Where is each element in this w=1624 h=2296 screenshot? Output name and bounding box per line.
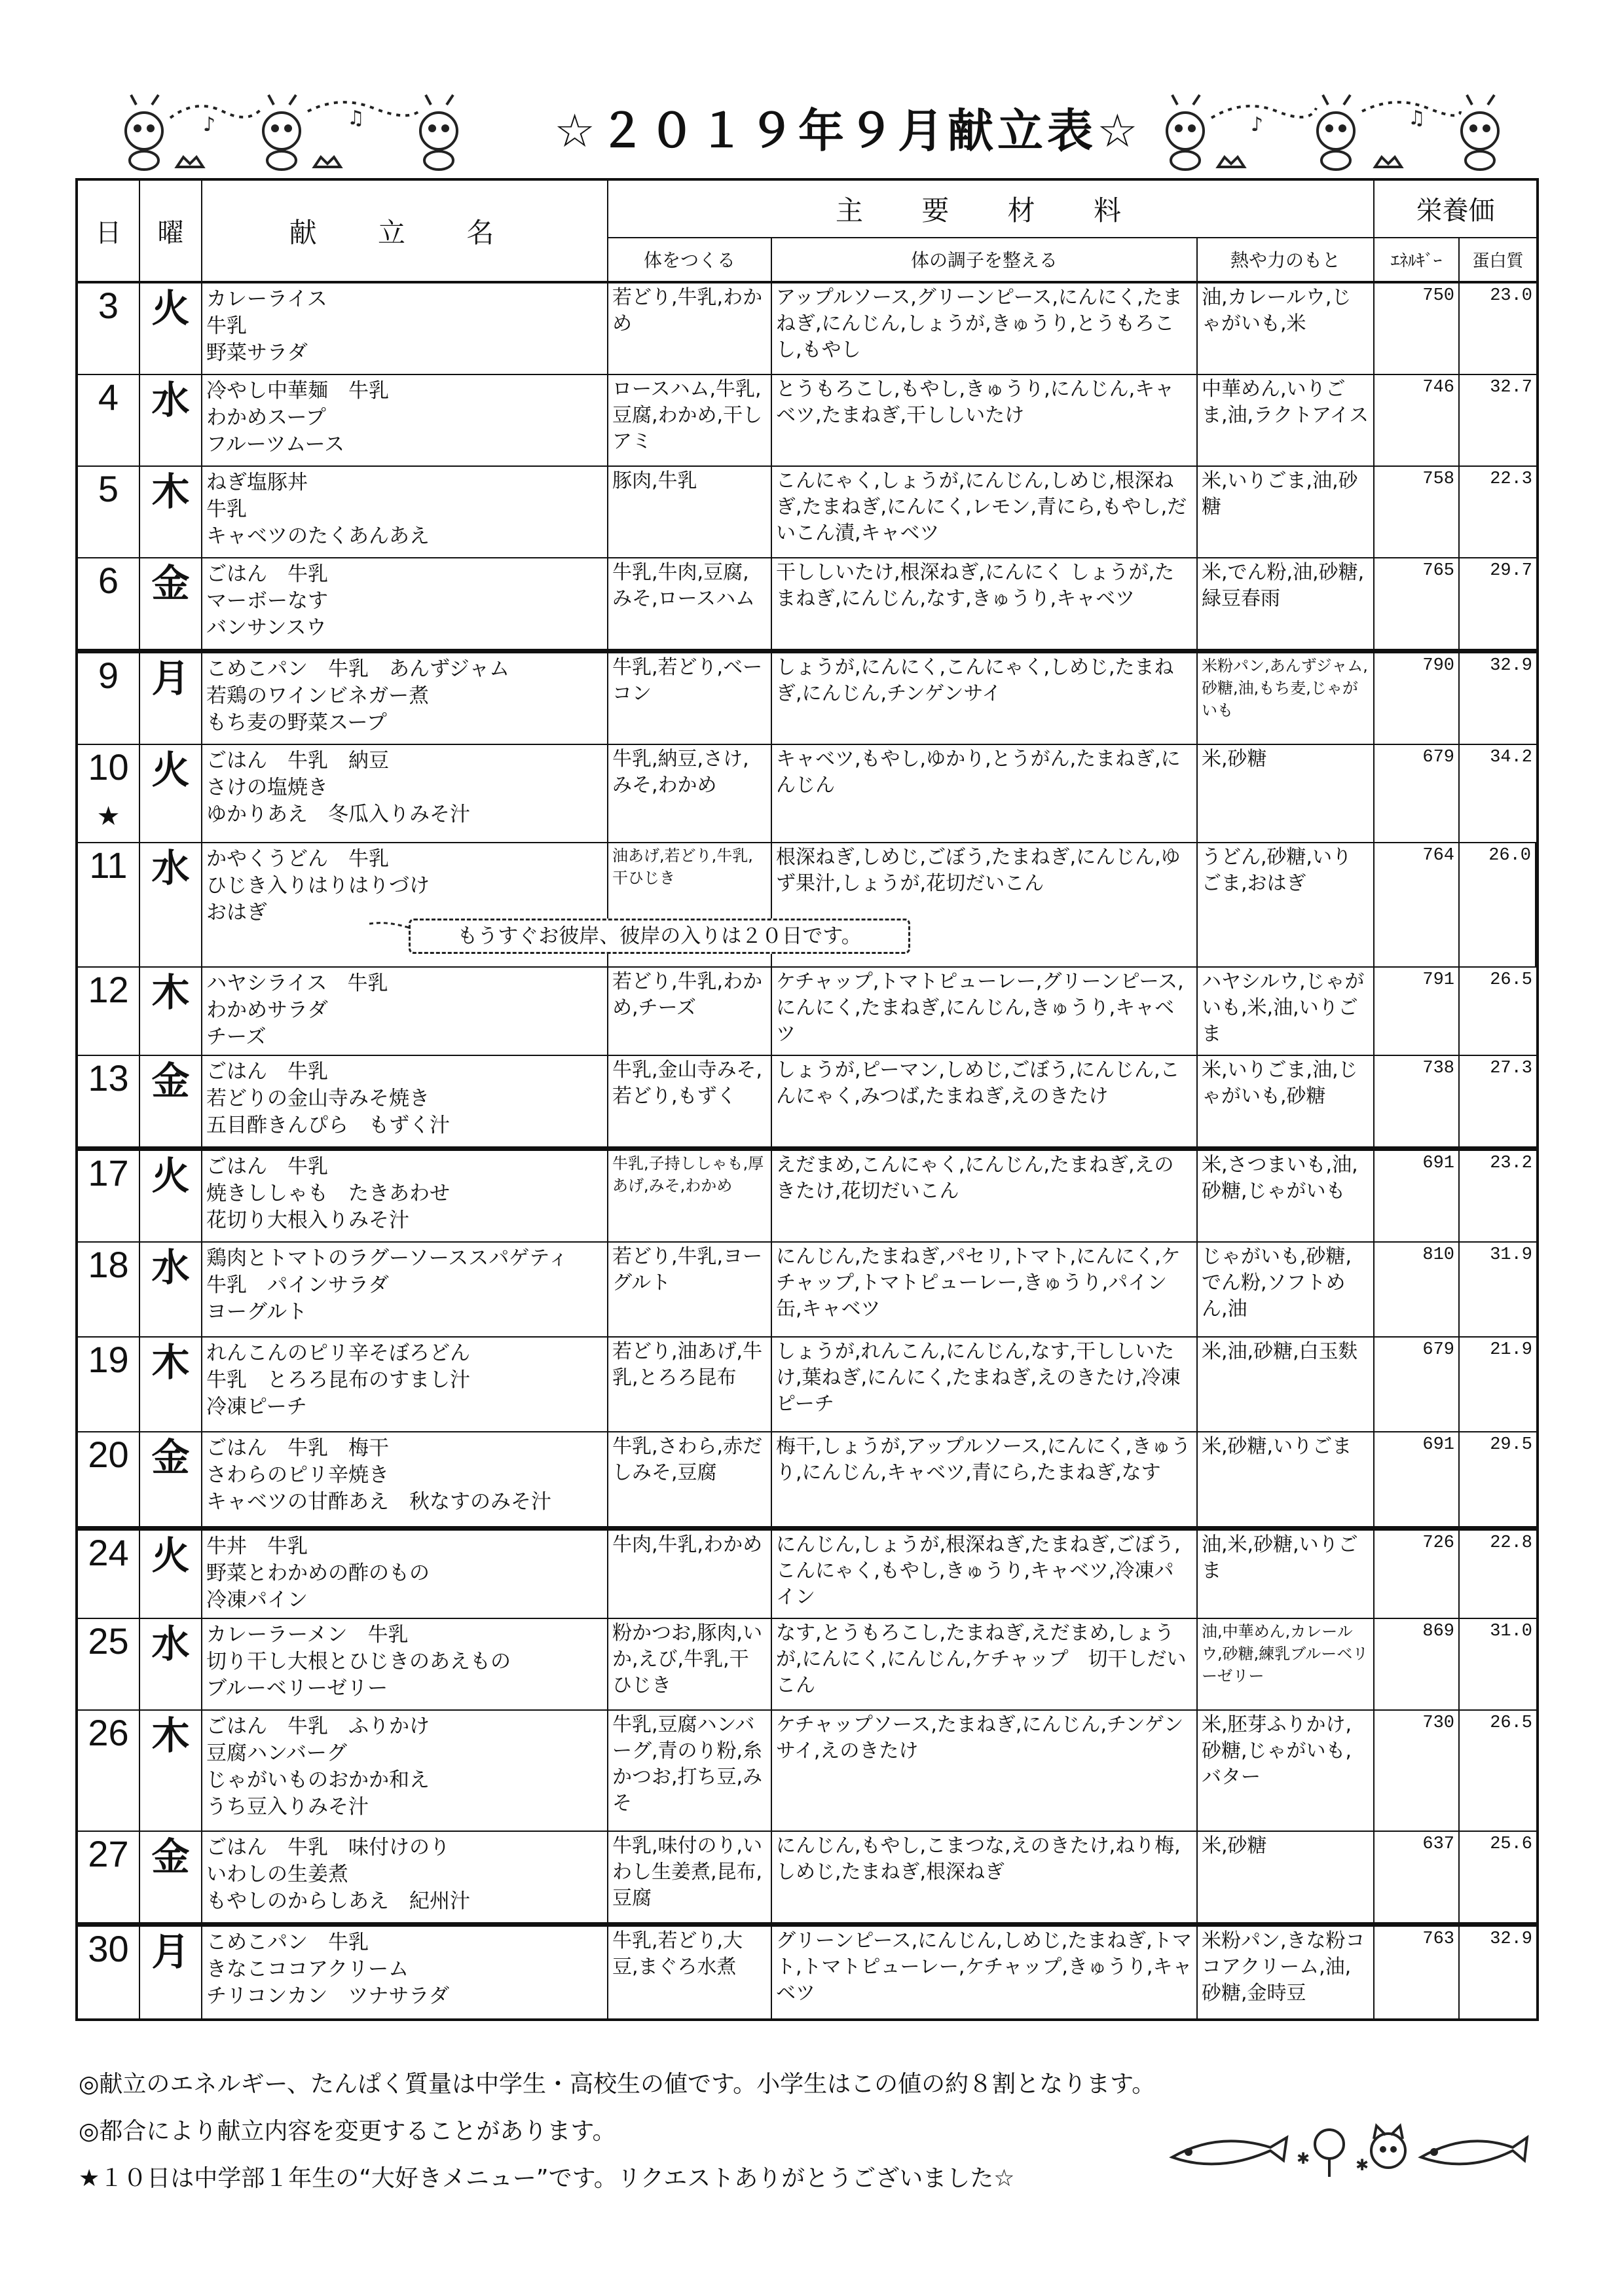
menu-item: もち麦の野菜スープ — [206, 711, 387, 735]
menu-item: カレーラーメン 牛乳 — [206, 1623, 409, 1647]
cartoon-bugs-music-icon — [98, 92, 491, 177]
note-energy: ◎献立のエネルギー、たんぱく質量は中学生・高校生の値です。小学生はこの値の約８割となります。 — [79, 2071, 1156, 2098]
protein-value: 31.9 — [1490, 1245, 1532, 1265]
energy-value: 679 — [1375, 745, 1460, 842]
body-build-cell: 若どり,油あげ,牛乳,とろろ昆布 — [608, 1338, 772, 1431]
day-number: 10 — [88, 746, 129, 788]
menu-cell — [202, 1927, 608, 2018]
energy-source-cell: 中華めん,いりごま,油,ラクトアイス — [1198, 375, 1375, 465]
higan-callout: もうすぐお彼岸、彼岸の入りは２０日です。 — [409, 919, 910, 954]
menu-cell — [202, 558, 608, 649]
menu-item: さわらのピリ辛焼き — [206, 1463, 389, 1487]
menu-item: れんこんのピリ辛そぼろどん — [206, 1341, 470, 1365]
day-cell — [78, 283, 140, 374]
table-body — [78, 283, 1536, 2018]
weekday-cell: 金 — [140, 1056, 202, 1146]
day-number: 30 — [88, 1928, 129, 1969]
protein-value: 23.0 — [1490, 286, 1532, 306]
day-cell — [78, 1711, 140, 1831]
header-nutrition: 栄養価 — [1375, 181, 1536, 238]
table-row — [78, 1711, 1536, 1832]
weekday-cell: 木 — [140, 467, 202, 557]
table-row — [78, 1243, 1536, 1338]
day-cell — [78, 1338, 140, 1431]
menu-item: こめこパン 牛乳 — [206, 1931, 369, 1954]
body-build-cell: 牛乳,納豆,さけ,みそ,わかめ — [608, 745, 772, 842]
menu-item: ゆかりあえ 冬瓜入りみそ汁 — [206, 803, 470, 826]
protein-value: 29.5 — [1490, 1435, 1532, 1455]
energy-value: 750 — [1375, 283, 1460, 374]
menu-item: こめこパン 牛乳 あんずジャム — [206, 657, 510, 681]
protein-value: 22.3 — [1490, 469, 1532, 489]
day-cell — [78, 1927, 140, 2018]
energy-source-cell: 米,油,砂糖,白玉麩 — [1198, 1338, 1375, 1431]
body-regulate-cell: キャベツ,もやし,ゆかり,とうがん,たまねぎ,にんじん — [772, 745, 1198, 842]
day-number: 13 — [88, 1057, 129, 1099]
menu-cell — [202, 1151, 608, 1241]
day-cell — [78, 1619, 140, 1709]
energy-value: 764 — [1375, 843, 1460, 966]
day-cell — [78, 558, 140, 649]
weekday-cell: 金 — [140, 1832, 202, 1922]
body-regulate-cell: こんにゃく,しょうが,にんじん,しめじ,根深ねぎ,たまねぎ,にんにく,レモン,青にら,もやし,だいこん漬,キャベツ — [772, 467, 1198, 557]
body-build-cell: 牛乳,若どり,ベーコン — [608, 653, 772, 744]
weekday-cell: 木 — [140, 968, 202, 1055]
menu-item: フルーツムース — [206, 433, 345, 456]
body-regulate-cell: ケチャップ,トマトピューレー,グリーンピース,にんにく,たまねぎ,にんじん,きゅうり,キャベツ — [772, 968, 1198, 1055]
day-cell — [78, 1056, 140, 1146]
header — [98, 92, 1526, 183]
energy-source-cell: ハヤシルウ,じゃがいも,米,油,いりごま — [1198, 968, 1375, 1055]
table-row — [78, 1619, 1536, 1711]
protein-value: 23.2 — [1490, 1154, 1532, 1173]
day-number: 11 — [89, 845, 128, 886]
body-build-cell: 牛乳,牛肉,豆腐,みそ,ロースハム — [608, 558, 772, 649]
body-build-cell: 若どり,牛乳,わかめ,チーズ — [608, 968, 772, 1055]
protein-value: 26.5 — [1490, 970, 1532, 990]
menu-cell — [202, 283, 608, 374]
day-number: 18 — [88, 1244, 129, 1285]
body-regulate-cell: グリーンピース,にんじん,しめじ,たまねぎ,トマト,トマトピューレー,ケチャップ,きゅうり,キャベツ — [772, 1927, 1198, 2018]
energy-source-cell: 米,いりごま,油,砂糖 — [1198, 467, 1375, 557]
day-cell — [78, 653, 140, 744]
body-build-cell: 牛肉,牛乳,わかめ — [608, 1531, 772, 1618]
day-number: 20 — [88, 1434, 129, 1475]
menu-item: ごはん 牛乳 納豆 — [206, 749, 389, 773]
body-regulate-cell: しょうが,れんこん,にんじん,なす,干ししいたけ,葉ねぎ,にんにく,たまねぎ,えのきたけ,冷凍ピーチ — [772, 1338, 1198, 1431]
body-build-cell: 牛乳,豆腐ハンバーグ,青のり粉,糸かつお,打ち豆,みそ — [608, 1711, 772, 1831]
menu-item: ひじき入りはりはりづけ — [206, 874, 430, 898]
energy-value: 738 — [1375, 1056, 1460, 1146]
table-row — [78, 1338, 1536, 1432]
page-title: ☆２０１９年９月献立表☆ — [554, 104, 1142, 158]
table-row — [78, 1432, 1536, 1527]
weekday-cell: 火 — [140, 1151, 202, 1241]
day-number: 26 — [88, 1712, 129, 1753]
protein-value: 21.9 — [1490, 1340, 1532, 1360]
energy-value: 810 — [1375, 1243, 1460, 1336]
day-number: 3 — [98, 285, 119, 326]
energy-value: 791 — [1375, 968, 1460, 1055]
table-header — [78, 181, 1536, 283]
protein-value: 32.9 — [1490, 1929, 1532, 1949]
day-number: 6 — [98, 560, 119, 601]
protein-value: 34.2 — [1490, 748, 1532, 767]
menu-item: 牛乳 とろろ昆布のすまし汁 — [206, 1368, 470, 1392]
day-cell — [78, 1531, 140, 1618]
menu-item: かやくうどん 牛乳 — [206, 847, 389, 871]
menu-item: ごはん 牛乳 梅干 — [206, 1436, 389, 1460]
menu-table — [75, 178, 1539, 2021]
day-number: 9 — [98, 655, 119, 696]
menu-cell — [202, 1832, 608, 1922]
body-regulate-cell: ケチャップソース,たまねぎ,にんじん,チンゲンサイ,えのきたけ — [772, 1711, 1198, 1831]
energy-source-cell: 米,砂糖 — [1198, 1832, 1375, 1922]
body-build-cell: 若どり,牛乳,ヨーグルト — [608, 1243, 772, 1336]
weekday-cell: 月 — [140, 1927, 202, 2018]
menu-item: キャベツの甘酢あえ 秋なすのみそ汁 — [206, 1490, 551, 1514]
table-row — [78, 1527, 1536, 1619]
menu-item: チーズ — [206, 1025, 267, 1049]
header-day: 日 — [78, 181, 140, 281]
protein-value: 26.5 — [1490, 1713, 1532, 1733]
menu-item: ごはん 牛乳 — [206, 1155, 328, 1178]
table-row — [78, 1832, 1536, 1923]
menu-cell — [202, 1619, 608, 1709]
body-regulate-cell: 根深ねぎ,しめじ,ごぼう,たまねぎ,にんじん,ゆず果汁,しょうが,花切だいこん — [772, 843, 1198, 966]
body-regulate-cell: 梅干,しょうが,アップルソース,にんにく,きゅうり,にんじん,キャベツ,青にら,たまねぎ,なす — [772, 1432, 1198, 1526]
energy-value: 691 — [1375, 1151, 1460, 1241]
menu-item: 花切り大根入りみそ汁 — [206, 1209, 409, 1232]
menu-item: チリコンカン ツナサラダ — [206, 1984, 450, 2008]
menu-item: カレーライス — [206, 287, 327, 311]
menu-item: 若鶏のワインビネガー煮 — [206, 684, 430, 708]
body-regulate-cell: しょうが,にんにく,こんにゃく,しめじ,たまねぎ,にんじん,チンゲンサイ — [772, 653, 1198, 744]
body-regulate-cell: にんじん,しょうが,根深ねぎ,たまねぎ,ごぼう,こんにゃく,もやし,きゅうり,キャベツ,冷凍パイン — [772, 1531, 1198, 1618]
menu-item: ごはん 牛乳 味付けのり — [206, 1836, 450, 1859]
menu-item: 冷凍パイン — [206, 1588, 308, 1612]
table-row — [78, 1056, 1536, 1148]
menu-cell — [202, 375, 608, 465]
svg-text:♪: ♪ — [1251, 113, 1264, 136]
weekday-cell: 水 — [140, 375, 202, 465]
menu-item: 焼きししゃも たきあわせ — [206, 1182, 450, 1205]
energy-source-cell: 油,カレールウ,じゃがいも,米 — [1198, 283, 1375, 374]
day-number: 12 — [88, 969, 129, 1010]
energy-source-cell: 米,砂糖 — [1198, 745, 1375, 842]
day-cell — [78, 843, 140, 966]
body-regulate-cell: にんじん,もやし,こまつな,えのきたけ,ねり梅,しめじ,たまねぎ,根深ねぎ — [772, 1832, 1198, 1922]
menu-item: 野菜サラダ — [206, 341, 308, 365]
energy-value: 746 — [1375, 375, 1460, 465]
body-build-cell: 油あげ,若どり,牛乳,干ひじき — [608, 843, 772, 966]
energy-source-cell: 米,でん粉,油,砂糖,緑豆春雨 — [1198, 558, 1375, 649]
menu-item: ねぎ塩豚丼 — [206, 471, 308, 494]
menu-item: もやしのからしあえ 紀州汁 — [206, 1889, 470, 1913]
protein-value: 25.6 — [1490, 1834, 1532, 1854]
weekday-cell: 火 — [140, 283, 202, 374]
weekday-cell: 月 — [140, 653, 202, 744]
menu-item: 牛乳 — [206, 314, 247, 338]
menu-item: マーボーなす — [206, 589, 328, 613]
weekday-cell: 水 — [140, 1243, 202, 1336]
weekday-cell: 木 — [140, 1711, 202, 1831]
menu-cell — [202, 1531, 608, 1618]
menu-item: バンサンスウ — [206, 616, 327, 640]
table-row — [78, 843, 1536, 968]
header-menu: 献 立 名 — [202, 181, 608, 281]
body-regulate-cell: 干ししいたけ,根深ねぎ,にんにく しょうが,たまねぎ,にんじん,なす,きゅうり,キャベツ — [772, 558, 1198, 649]
table-row — [78, 968, 1536, 1056]
table-row — [78, 1923, 1536, 2018]
menu-item: わかめスープ — [206, 406, 326, 429]
menu-item: ごはん 牛乳 — [206, 1060, 328, 1084]
menu-item: ごはん 牛乳 — [206, 562, 328, 586]
day-number: 24 — [88, 1532, 129, 1573]
menu-cell — [202, 1338, 608, 1431]
menu-item: 牛丼 牛乳 — [206, 1535, 308, 1558]
table-row — [78, 375, 1536, 467]
menu-item: 切り干し大根とひじきのあえもの — [206, 1650, 511, 1673]
protein-value: 32.7 — [1490, 378, 1532, 397]
table-row — [78, 558, 1536, 650]
menu-item: 五目酢きんぴら もずく汁 — [206, 1114, 450, 1137]
table-row — [78, 467, 1536, 558]
table-row — [78, 283, 1536, 375]
energy-value: 790 — [1375, 653, 1460, 744]
day-number: 5 — [98, 468, 119, 509]
body-regulate-cell: にんじん,たまねぎ,パセリ,トマト,にんにく,ケチャップ,トマトピューレー,きゅうり,パイン缶,キャベツ — [772, 1243, 1198, 1336]
menu-cell — [202, 1056, 608, 1146]
energy-value: 726 — [1375, 1531, 1460, 1618]
menu-item: うち豆入りみそ汁 — [206, 1795, 369, 1819]
body-regulate-cell: アップルソース,グリーンピース,にんにく,たまねぎ,にんじん,しょうが,きゅうり,とうもろこし,もやし — [772, 283, 1198, 374]
energy-source-cell: 米,胚芽ふりかけ,砂糖,じゃがいも,バター — [1198, 1711, 1375, 1831]
day-cell — [78, 467, 140, 557]
energy-source-cell: うどん,砂糖,いりごま,おはぎ — [1198, 843, 1375, 966]
menu-item: きなこココアクリーム — [206, 1958, 409, 1981]
day-number: 19 — [88, 1339, 129, 1380]
body-build-cell: 粉かつお,豚肉,いか,えび,牛乳,干ひじき — [608, 1619, 772, 1709]
energy-value: 691 — [1375, 1432, 1460, 1526]
energy-source-cell: 米,さつまいも,油,砂糖,じゃがいも — [1198, 1151, 1375, 1241]
menu-item: 野菜とわかめの酢のもの — [206, 1561, 430, 1585]
body-build-cell: 牛乳,若どり,大豆,まぐろ水煮 — [608, 1927, 772, 2018]
menu-cell — [202, 745, 608, 842]
day-number: 17 — [88, 1152, 129, 1194]
body-regulate-cell: とうもろこし,もやし,きゅうり,にんじん,キャベツ,たまねぎ,干ししいたけ — [772, 375, 1198, 465]
header-weekday: 曜 — [140, 181, 202, 281]
energy-value: 763 — [1375, 1927, 1460, 2018]
energy-value: 679 — [1375, 1338, 1460, 1431]
body-build-cell: 牛乳,味付のり,いわし生姜煮,昆布,豆腐 — [608, 1832, 772, 1922]
body-build-cell: 豚肉,牛乳 — [608, 467, 772, 557]
menu-item: 豆腐ハンバーグ — [206, 1741, 347, 1765]
menu-cell — [202, 1711, 608, 1831]
header-energy-source: 熱や力のもと — [1198, 238, 1375, 282]
menu-item: わかめサラダ — [206, 998, 328, 1022]
weekday-cell: 金 — [140, 558, 202, 649]
menu-item: じゃがいものおかか和え — [206, 1768, 430, 1792]
protein-value: 29.7 — [1490, 561, 1532, 581]
protein-value: 31.0 — [1490, 1622, 1532, 1641]
header-protein: 蛋白質 — [1472, 251, 1524, 271]
day-cell — [78, 375, 140, 465]
star-mark: ★ — [96, 802, 120, 831]
menu-item: 冷凍ピーチ — [206, 1395, 307, 1419]
body-build-cell: 牛乳,子持ししゃも,厚あげ,みそ,わかめ — [608, 1151, 772, 1241]
day-cell — [78, 1432, 140, 1526]
body-build-cell: 牛乳,さわら,赤だしみそ,豆腐 — [608, 1432, 772, 1526]
svg-text:♫: ♫ — [347, 107, 365, 130]
weekday-cell: 木 — [140, 1338, 202, 1431]
menu-item: 鶏肉とトマトのラグーソーススパゲティ — [206, 1247, 568, 1270]
day-number: 27 — [88, 1833, 129, 1874]
note-change: ◎都合により献立内容を変更することがあります。 — [79, 2118, 616, 2145]
day-cell — [78, 1832, 140, 1922]
svg-text:✱: ✱ — [1297, 2149, 1310, 2168]
svg-text:♫: ♫ — [1408, 107, 1426, 130]
day-cell — [78, 968, 140, 1055]
menu-item: いわしの生姜煮 — [206, 1863, 348, 1886]
table-row — [78, 650, 1536, 745]
weekday-cell: 水 — [140, 843, 202, 966]
table-row — [78, 745, 1536, 843]
menu-item: 牛乳 パインサラダ — [206, 1273, 389, 1297]
body-build-cell: 若どり,牛乳,わかめ — [608, 283, 772, 374]
weekday-cell: 水 — [140, 1619, 202, 1709]
energy-value: 637 — [1375, 1832, 1460, 1922]
energy-source-cell: 米粉パン,あんずジャム,砂糖,油,もち麦,じゃがいも — [1198, 653, 1375, 744]
header-energy: ｴﾈﾙｷﾞｰ — [1375, 238, 1460, 282]
note-request: ★１０日は中学部１年生の“大好きメニュー”です。リクエストありがとうございました☆ — [79, 2165, 1015, 2192]
menu-item: おはぎ — [206, 901, 267, 924]
body-build-cell: ロースハム,牛乳,豆腐,わかめ,干しアミ — [608, 375, 772, 465]
day-number: 4 — [98, 376, 119, 418]
energy-source-cell: 米,砂糖,いりごま — [1198, 1432, 1375, 1526]
day-cell — [78, 1243, 140, 1336]
energy-source-cell: 油,中華めん,カレールウ,砂糖,練乳ブルーベリーゼリー — [1198, 1619, 1375, 1709]
body-regulate-cell: しょうが,ピーマン,しめじ,ごぼう,にんじん,こんにゃく,みつば,たまねぎ,えのきたけ — [772, 1056, 1198, 1146]
header-body-regulate: 体の調子を整える — [772, 238, 1198, 282]
menu-cell — [202, 968, 608, 1055]
energy-source-cell: 米粉パン,きな粉ココアクリーム,油,砂糖,金時豆 — [1198, 1927, 1375, 2018]
header-main-ingredients: 主 要 材 料 — [608, 181, 1375, 238]
body-regulate-cell: なす,とうもろこし,たまねぎ,えだまめ,しょうが,にんにく,にんじん,ケチャップ 切干しだいこん — [772, 1619, 1198, 1709]
menu-cell — [202, 653, 608, 744]
weekday-cell: 火 — [140, 1531, 202, 1618]
menu-item: 牛乳 — [206, 498, 247, 521]
body-build-cell: 牛乳,金山寺みそ,若どり,もずく — [608, 1056, 772, 1146]
energy-source-cell: 油,米,砂糖,いりごま — [1198, 1531, 1375, 1618]
energy-source-cell: じゃがいも,砂糖,でん粉,ソフトめん,油 — [1198, 1243, 1375, 1336]
protein-value: 26.0 — [1460, 843, 1536, 966]
body-regulate-cell: えだまめ,こんにゃく,にんじん,たまねぎ,えのきたけ,花切だいこん — [772, 1151, 1198, 1241]
cartoon-bugs-music-icon — [1159, 92, 1526, 177]
menu-item: ごはん 牛乳 ふりかけ — [206, 1715, 430, 1738]
table-row — [78, 1148, 1536, 1243]
menu-item: ヨーグルト — [206, 1300, 308, 1324]
weekday-cell: 火 — [140, 745, 202, 842]
menu-cell — [202, 1432, 608, 1526]
day-number: 25 — [88, 1620, 129, 1662]
protein-value: 27.3 — [1490, 1059, 1532, 1078]
menu-item: さけの塩焼き — [206, 776, 328, 799]
menu-item: キャベツのたくあんあえ — [206, 524, 430, 548]
menu-cell — [202, 1243, 608, 1336]
energy-value: 758 — [1375, 467, 1460, 557]
menu-cell — [202, 467, 608, 557]
energy-source-cell: 米,いりごま,油,じゃがいも,砂糖 — [1198, 1056, 1375, 1146]
fish-fan-cat-fish-icon — [1166, 2111, 1532, 2183]
svg-text:✱: ✱ — [1356, 2156, 1369, 2174]
day-cell — [78, 745, 140, 842]
menu-item: ブルーベリーゼリー — [206, 1677, 388, 1700]
protein-value: 22.8 — [1490, 1533, 1532, 1553]
energy-value: 869 — [1375, 1619, 1460, 1709]
menu-item: 冷やし中華麺 牛乳 — [206, 379, 389, 403]
menu-item: 若どりの金山寺みそ焼き — [206, 1087, 430, 1110]
menu-item: ハヤシライス 牛乳 — [206, 972, 388, 995]
day-cell — [78, 1151, 140, 1241]
protein-value: 32.9 — [1490, 656, 1532, 676]
weekday-cell: 金 — [140, 1432, 202, 1526]
header-body-build: 体をつくる — [608, 238, 772, 282]
svg-text:♪: ♪ — [203, 113, 216, 136]
energy-value: 730 — [1375, 1711, 1460, 1831]
energy-value: 765 — [1375, 558, 1460, 649]
